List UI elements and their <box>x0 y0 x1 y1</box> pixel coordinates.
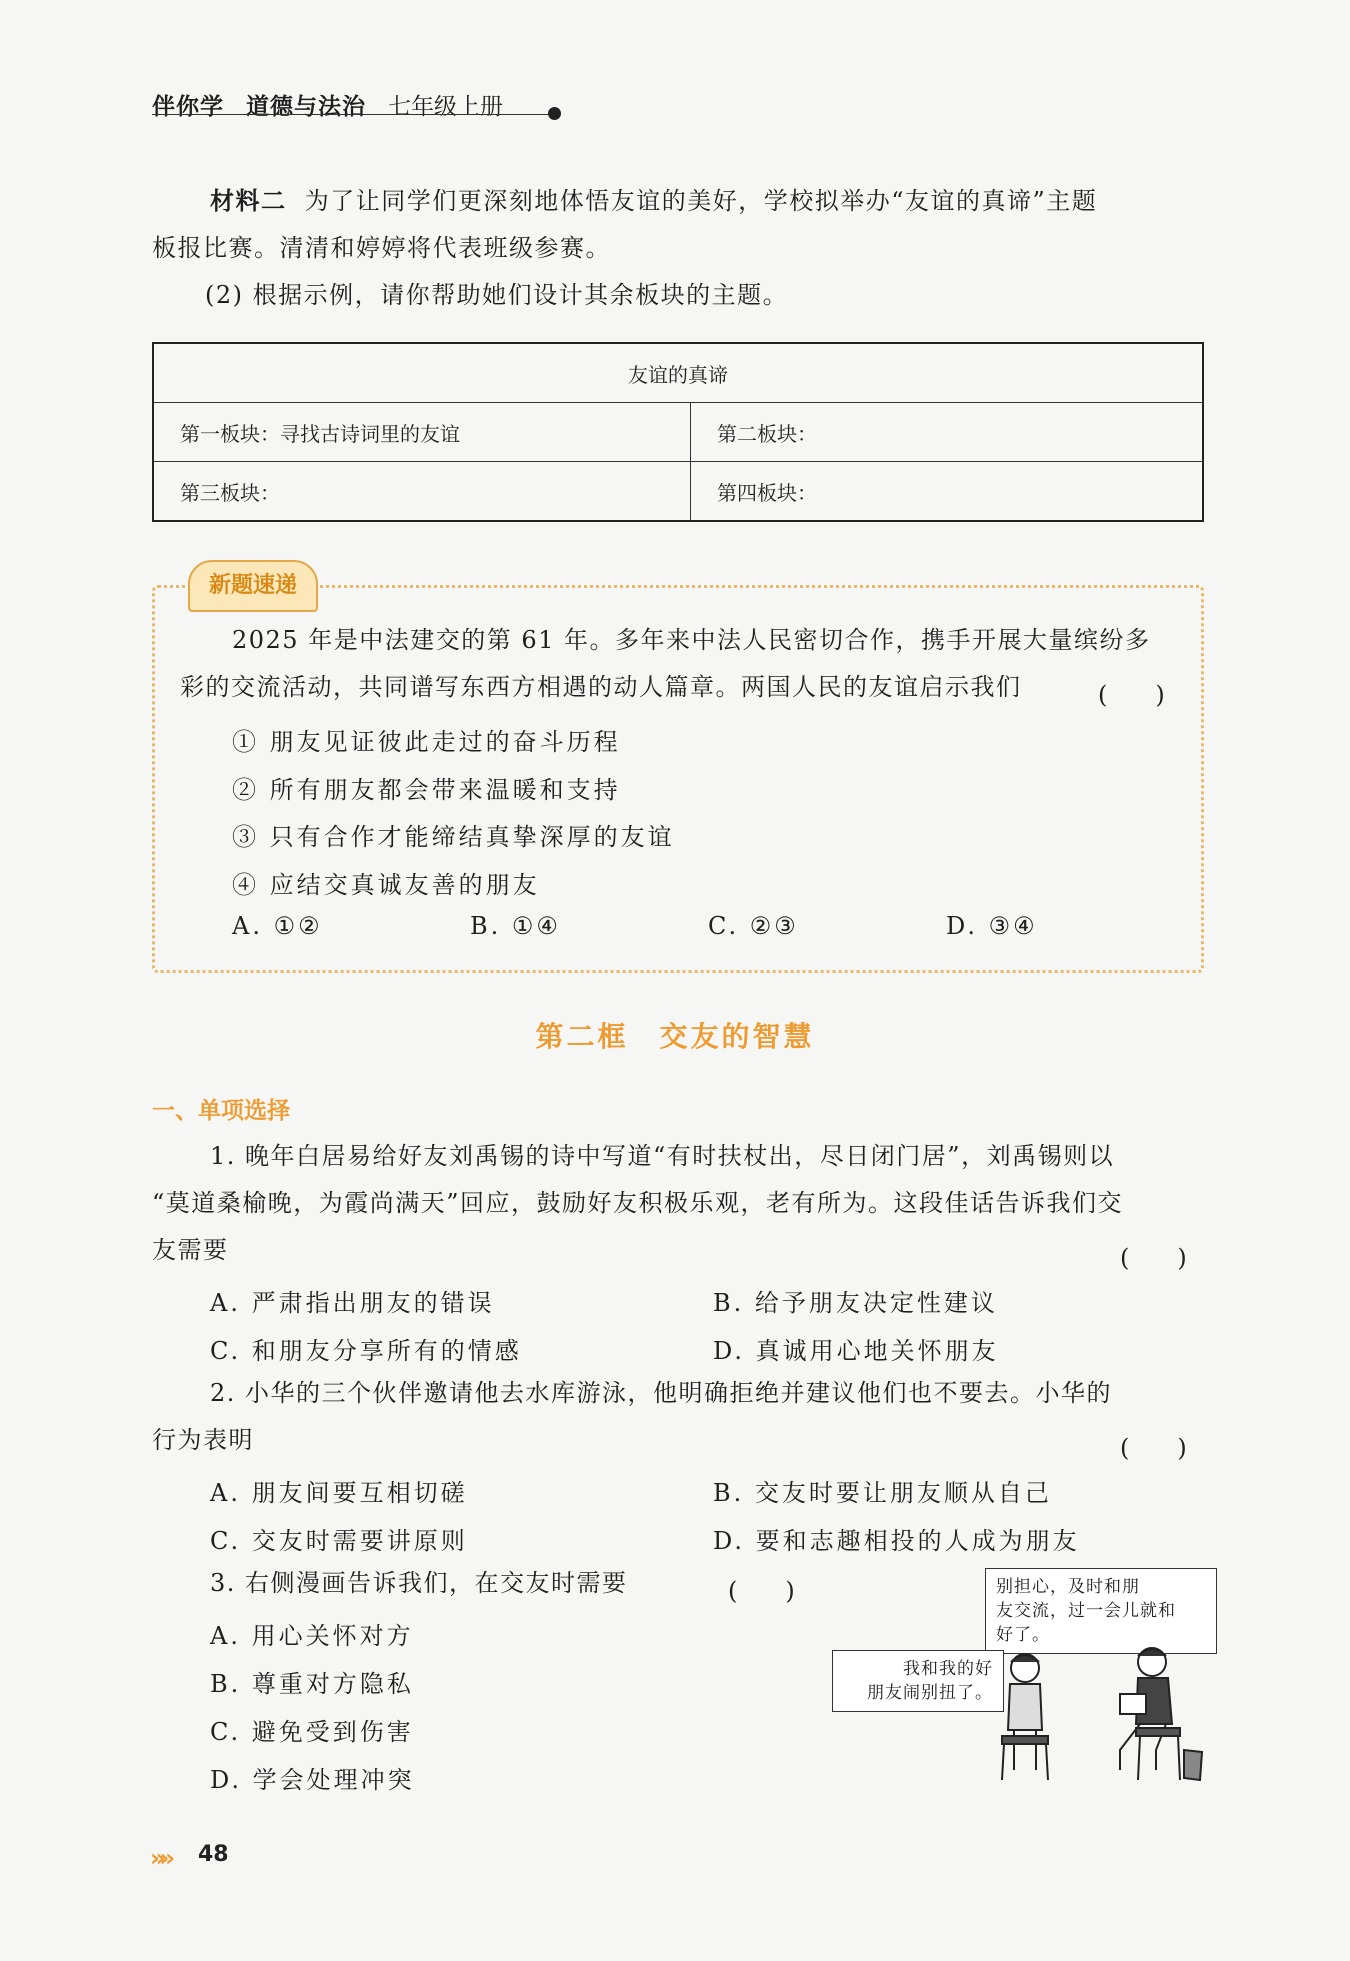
q1-line2: “莫道桑榆晚，为霞尚满天”回应，鼓励好友积极乐观，老有所为。这段佳话告诉我们交 <box>152 1189 1124 1217</box>
newq-item-3: ③ 只有合作才能缔结真挚深厚的友谊 <box>232 823 675 851</box>
header-dot-icon <box>548 107 561 120</box>
bubble-left-line2: 朋友闹别扭了。 <box>867 1683 993 1703</box>
grade-name: 七年级上册 <box>388 94 503 120</box>
section-subtitle: 一、单项选择 <box>152 1098 290 1124</box>
sad-student-figure <box>1002 1654 1048 1780</box>
table-cell-2[interactable]: 第二板块： <box>691 403 1204 462</box>
bubble-right-line3: 好了。 <box>996 1625 1050 1645</box>
q2-option-d[interactable]: D. 要和志趣相投的人成为朋友 <box>713 1527 1080 1555</box>
q3-answer-paren[interactable]: ( ) <box>728 1577 795 1605</box>
subject-name: 道德与法治 <box>246 94 366 120</box>
q3-option-b[interactable]: B. 尊重对方隐私 <box>210 1670 414 1698</box>
q2-option-c[interactable]: C. 交友时需要讲原则 <box>210 1527 468 1555</box>
q1-answer-paren[interactable]: ( ) <box>1120 1244 1187 1272</box>
newq-choice-c[interactable]: C. ②③ <box>708 912 799 940</box>
newq-line1: 2025 年是中法建交的第 61 年。多年来中法人民密切合作，携手开展大量缤纷多 <box>232 626 1151 654</box>
newq-choice-a[interactable]: A. ①② <box>232 912 323 940</box>
question-2: (2) 根据示例，请你帮助她们设计其余板块的主题。 <box>205 281 789 309</box>
q3-option-a[interactable]: A. 用心关怀对方 <box>210 1622 414 1650</box>
table-cell-3[interactable]: 第三板块： <box>153 462 691 522</box>
newq-item-4: ④ 应结交真诚友善的朋友 <box>232 871 540 899</box>
board-theme-table <box>152 342 1204 522</box>
q3-line1: 3. 右侧漫画告诉我们，在交友时需要 <box>210 1569 628 1597</box>
chevron-right-icon: »» <box>150 1844 170 1872</box>
q3-option-d[interactable]: D. 学会处理冲突 <box>210 1766 415 1794</box>
section-title: 第二框 交友的智慧 <box>535 1020 815 1053</box>
material2-label: 材料二 <box>210 187 287 215</box>
table-cell-4[interactable]: 第四板块： <box>691 462 1204 522</box>
q1-option-d[interactable]: D. 真诚用心地关怀朋友 <box>713 1337 999 1365</box>
q2-option-a[interactable]: A. 朋友间要互相切磋 <box>210 1479 468 1507</box>
bubble-right-line1: 别担心，及时和朋 <box>996 1577 1140 1597</box>
header-rule <box>152 114 552 115</box>
material2-line1 <box>210 178 1097 225</box>
q2-answer-paren[interactable]: ( ) <box>1120 1434 1187 1462</box>
speech-bubble-left <box>832 1650 1004 1712</box>
book-name: 伴你学 <box>152 94 224 120</box>
newq-choice-b[interactable]: B. ①④ <box>470 912 561 940</box>
bubble-right-line2: 友交流，过一会儿就和 <box>996 1601 1176 1621</box>
q1-option-c[interactable]: C. 和朋友分享所有的情感 <box>210 1337 522 1365</box>
table-title: 友谊的真谛 <box>153 343 1203 403</box>
table-cell-1: 第一板块：寻找古诗词里的友谊 <box>153 403 691 462</box>
material2-text1: 为了让同学们更深刻地体悟友谊的美好，学校拟举办“友谊的真谛”主题 <box>304 187 1098 215</box>
running-header <box>152 88 503 121</box>
newq-item-2: ② 所有朋友都会带来温暖和支持 <box>232 776 621 804</box>
q1-line3: 友需要 <box>152 1236 229 1264</box>
q2-line2: 行为表明 <box>152 1426 254 1454</box>
newq-answer-paren[interactable]: ( ) <box>1098 681 1165 709</box>
q1-option-a[interactable]: A. 严肃指出朋友的错误 <box>210 1289 495 1317</box>
new-question-tag: 新题速递 <box>188 560 318 612</box>
bubble-left-line1: 我和我的好 <box>903 1659 993 1679</box>
q2-option-b[interactable]: B. 交友时要让朋友顺从自己 <box>713 1479 1052 1507</box>
q3-option-c[interactable]: C. 避免受到伤害 <box>210 1718 414 1746</box>
q1-line1: 1. 晚年白居易给好友刘禹锡的诗中写道“有时扶杖出，尽日闭门居”，刘禹锡则以 <box>210 1142 1115 1170</box>
newq-line2: 彩的交流活动，共同谱写东西方相遇的动人篇章。两国人民的友谊启示我们 <box>180 673 1022 701</box>
friend-figure <box>1120 1648 1202 1780</box>
page-number: 48 <box>198 1842 229 1867</box>
material2-line2: 板报比赛。清清和婷婷将代表班级参赛。 <box>152 234 611 262</box>
newq-choice-d[interactable]: D. ③④ <box>946 912 1038 940</box>
newq-item-1: ① 朋友见证彼此走过的奋斗历程 <box>232 728 621 756</box>
cartoon-illustration <box>980 1640 1210 1790</box>
q2-line1: 2. 小华的三个伙伴邀请他去水库游泳，他明确拒绝并建议他们也不要去。小华的 <box>210 1379 1113 1407</box>
q1-option-b[interactable]: B. 给予朋友决定性建议 <box>713 1289 998 1317</box>
